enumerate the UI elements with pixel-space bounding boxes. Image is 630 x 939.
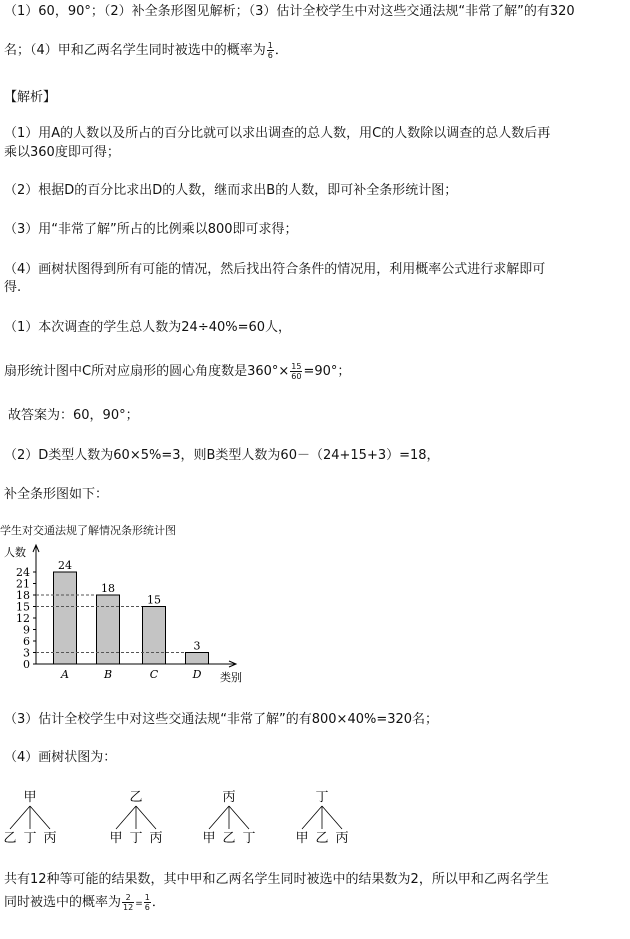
answer-fraction-num: 1 — [267, 41, 273, 50]
data-label: 24 — [58, 559, 72, 572]
angle-fraction — [290, 362, 302, 381]
category-label: C — [149, 668, 159, 681]
tree-branch — [209, 806, 229, 829]
category-label: D — [192, 668, 202, 681]
conclusion-line-a: 共有12种等可能的结果数，其中甲和乙两名学生同时被选中的结果数为2，所以甲和乙两名学生 — [4, 872, 549, 887]
conclusion-fraction-1-num: 2 — [122, 893, 134, 903]
bar-chart — [0, 538, 250, 688]
category-label: B — [103, 668, 113, 681]
y-tick-label: 18 — [16, 589, 30, 602]
tree-branch — [136, 806, 156, 829]
bar-C — [143, 607, 166, 665]
tree-leaf: 甲 — [109, 831, 123, 846]
conclusion-line-b — [4, 893, 165, 912]
tree-leaf: 丁 — [23, 831, 37, 846]
data-label: 18 — [101, 582, 115, 595]
y-tick-label: 15 — [16, 600, 30, 614]
solution1-answer: 故答案为：60，90°； — [8, 408, 139, 423]
y-tick-label: 12 — [16, 612, 30, 625]
tree-root: 乙 — [129, 790, 143, 805]
angle-fraction-num: 15 — [291, 362, 302, 371]
tree-leaf: 乙 — [3, 831, 17, 846]
tree-leaf: 丙 — [43, 831, 57, 846]
conclusion-fraction-2-num: 1 — [144, 893, 150, 902]
tree-branch — [229, 806, 249, 829]
tree-leaf: 甲 — [295, 831, 309, 846]
answer-fraction-den: 6 — [267, 51, 273, 60]
tree-leaf: 甲 — [202, 831, 216, 846]
bar-D — [186, 653, 209, 665]
tree-root: 丙 — [222, 790, 236, 805]
step1-line-b: 乘以360度即可得； — [4, 145, 120, 160]
step1-line-a: （1）用A的人数以及所占的百分比就可以求出调查的总人数，用C的人数除以调查的总人数后再 — [4, 126, 551, 141]
tree-diagram — [0, 785, 380, 847]
solution4-line: （4）画树状图为： — [4, 750, 117, 765]
conclusion-fraction-2-den: 6 — [144, 903, 150, 912]
conclusion-fraction-1 — [122, 893, 134, 912]
angle-text: 扇形统计图中C所对应扇形的圆心角度数是360°× — [4, 364, 290, 379]
y-axis-label: 人数 — [4, 546, 26, 559]
y-tick-label: 24 — [16, 566, 30, 579]
conclusion-equals: = — [135, 899, 143, 909]
conclusion-fraction-1-den: 12 — [123, 903, 134, 912]
tree-branch — [30, 806, 50, 829]
data-label: 3 — [193, 639, 201, 653]
answer-line-2-text: 名；（4）甲和乙两名学生同时被选中的概率为 — [4, 43, 266, 58]
answer-line-2 — [4, 41, 288, 60]
solution1-line: （1）本次调查的学生总人数为24÷40%=60人， — [4, 320, 292, 335]
y-tick-label: 6 — [23, 635, 30, 648]
solution1-angle-line — [4, 362, 350, 381]
tree-leaf: 乙 — [315, 831, 329, 846]
answer-line-2-end: ． — [274, 43, 288, 58]
y-tick-label: 0 — [23, 658, 30, 671]
tree-root: 甲 — [23, 790, 37, 805]
tree-root: 丁 — [315, 790, 329, 805]
conclusion-text: 同时被选中的概率为 — [4, 895, 122, 910]
step4-line-b: 得. — [4, 280, 22, 295]
solution2-chart-intro: 补全条形图如下： — [4, 487, 109, 502]
angle-fraction-den: 60 — [291, 372, 302, 381]
answer-fraction — [267, 41, 274, 60]
y-tick-label: 9 — [23, 623, 30, 637]
tree-leaf: 丁 — [129, 831, 143, 846]
tree-branch — [10, 806, 30, 829]
bar-B — [97, 595, 120, 664]
tree-leaf: 丁 — [242, 831, 256, 846]
analysis-header: 【解析】 — [4, 90, 57, 105]
chart-title: 学生对交通法规了解情况条形统计图 — [0, 524, 176, 537]
x-axis-label: 类别 — [220, 671, 242, 684]
conclusion-end: ． — [151, 895, 165, 910]
data-label: 15 — [147, 593, 161, 607]
y-tick-label: 3 — [23, 646, 30, 660]
tree-leaf: 丙 — [149, 831, 163, 846]
angle-text-end: =90°； — [303, 364, 351, 379]
tree-leaf: 乙 — [222, 831, 236, 846]
solution3-line: （3）估计全校学生中对这些交通法规“非常了解”的有800×40%=320名； — [4, 712, 439, 727]
solution2-line: （2）D类型人数为60×5%=3，则B类型人数为60－（24+15+3）=18， — [4, 448, 440, 463]
step2-line: （2）根据D的百分比求出D的人数，继而求出B的人数，即可补全条形统计图； — [4, 183, 458, 198]
step3-line: （3）用“非常了解”所占的比例乘以800即可求得； — [4, 222, 298, 237]
tree-branch — [302, 806, 322, 829]
tree-leaf: 丙 — [335, 831, 349, 846]
step4-line-a: （4）画树状图得到所有可能的情况，然后找出符合条件的情况用，利用概率公式进行求解即可 — [4, 262, 546, 277]
category-label: A — [61, 668, 69, 681]
answer-line-1: （1）60，90°；（2）补全条形图见解析；（3）估计全校学生中对这些交通法规“非常了解”的有320 — [4, 4, 575, 19]
y-tick-label: 21 — [16, 577, 30, 591]
tree-branch — [322, 806, 342, 829]
tree-branch — [116, 806, 136, 829]
conclusion-fraction-2 — [144, 893, 151, 912]
bar-A — [54, 572, 77, 664]
